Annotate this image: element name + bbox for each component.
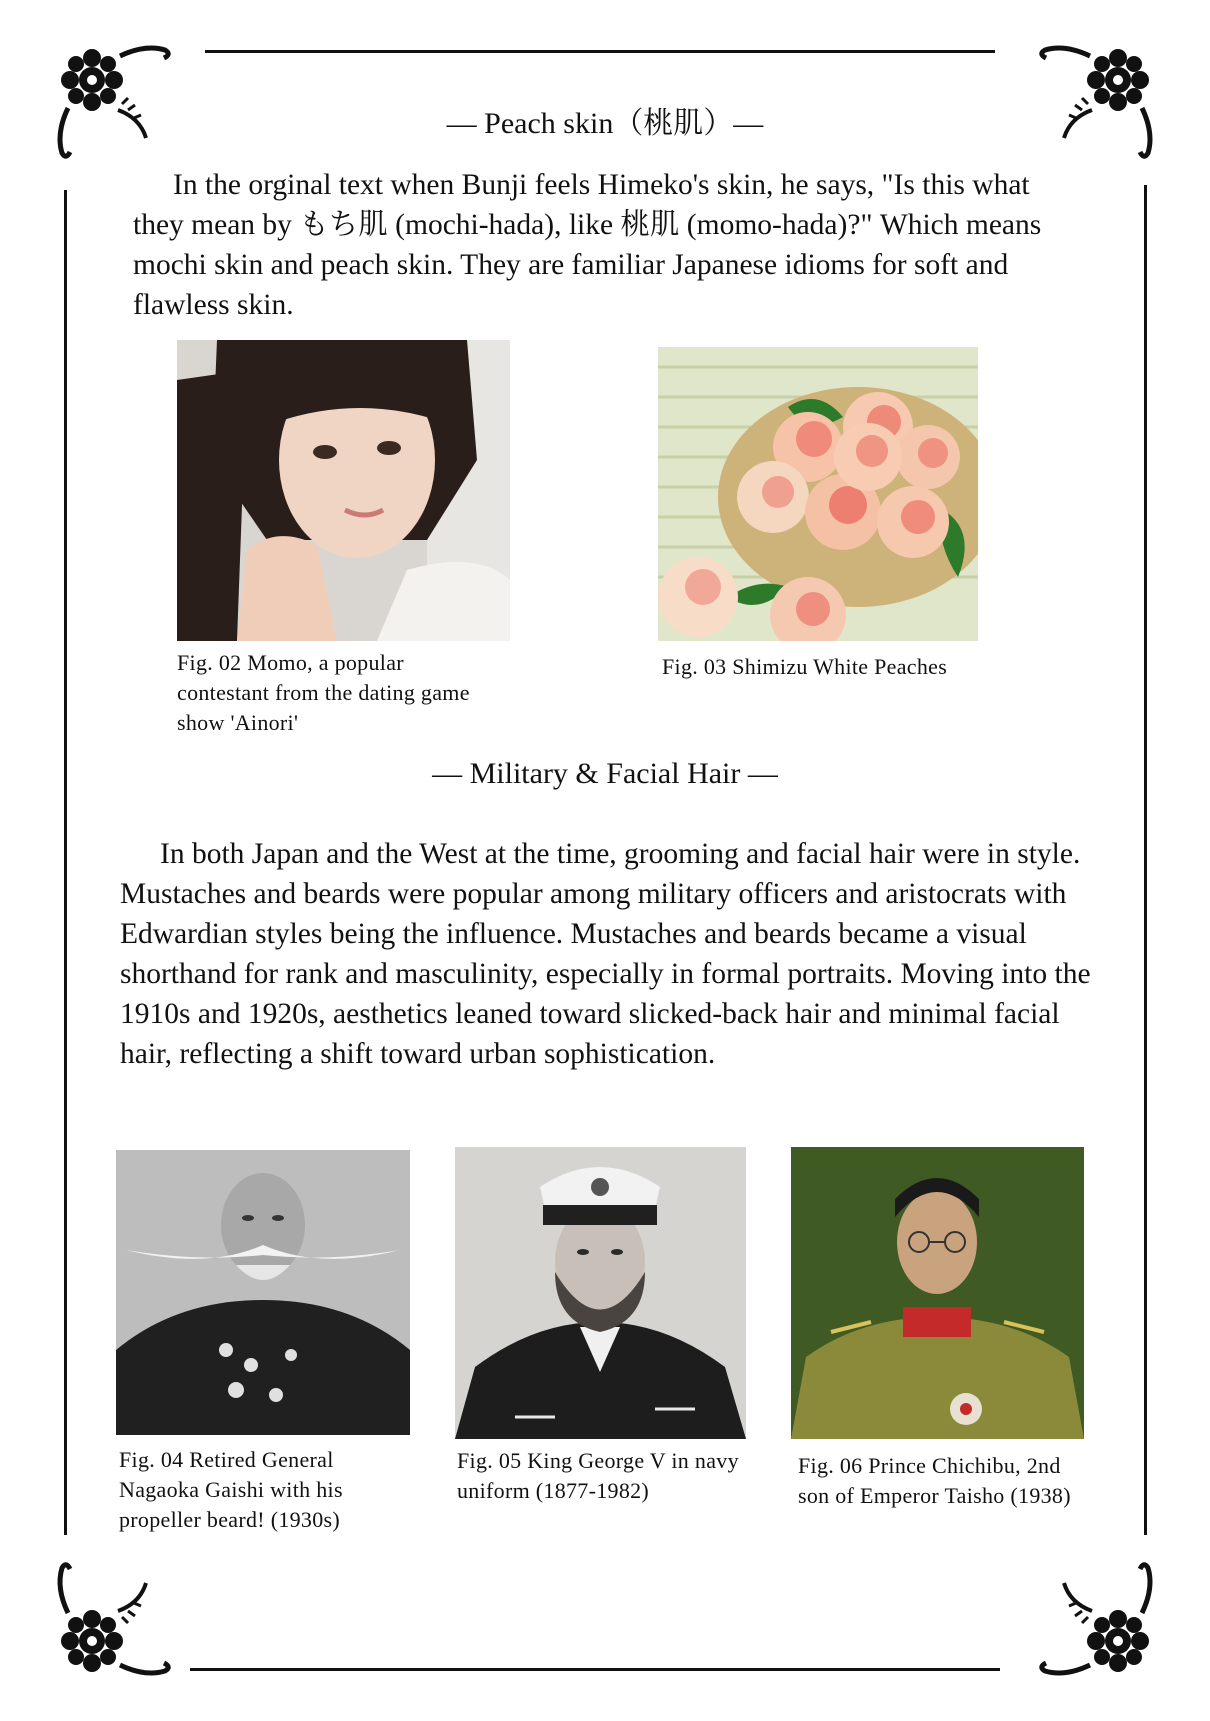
fig-02-caption: Fig. 02 Momo, a popular contestant from the dating game show 'Ainori' bbox=[177, 650, 470, 735]
fig-05-photo-king bbox=[455, 1147, 746, 1439]
fig-04-photo-general bbox=[116, 1150, 410, 1435]
fig-06-photo-prince bbox=[791, 1147, 1084, 1439]
fig-05-caption: Fig. 05 King George V in navy uniform (1877-1982) bbox=[457, 1448, 739, 1503]
fig-04-caption: Fig. 04 Retired General Nagaoka Gaishi with his propeller beard! (1930s) bbox=[119, 1447, 343, 1532]
frame-top-line bbox=[205, 50, 995, 53]
military-paragraph: In both Japan and the West at the time, grooming and facial hair were in style. Mustaches and beards were popular among military officers and aristocrats with Edwardian styles being the influence. Mustaches and beards became a visual shorthand for rank and masculinity, especially in formal portraits. Moving into the 1910s and 1920s, aesthetics leaned toward slicked-back hair and minimal facial hair, reflecting a shift toward urban sophistication. bbox=[120, 838, 1091, 1070]
military-heading: — Military & Facial Hair — bbox=[432, 757, 778, 790]
peach-skin-heading: — Peach skin（桃肌）— bbox=[446, 107, 764, 140]
corner-ornament-bottom-right bbox=[1030, 1553, 1160, 1683]
fig-06-caption: Fig. 06 Prince Chichibu, 2nd son of Emperor Taisho (1938) bbox=[798, 1453, 1071, 1508]
fig-03-photo-peaches bbox=[658, 347, 978, 641]
peach-skin-paragraph: In the orginal text when Bunji feels Himeko's skin, he says, "Is this what they mean by もち肌 (mochi-hada), like 桃肌 (momo-hada)?" Which means mochi skin and peach skin. They are familiar Japanese idioms for soft and flawless skin. bbox=[133, 169, 1042, 321]
corner-ornament-bottom-left bbox=[50, 1553, 180, 1683]
frame-right-line bbox=[1144, 185, 1147, 1535]
fig-02-photo-woman bbox=[177, 340, 510, 641]
fig-03-caption: Fig. 03 Shimizu White Peaches bbox=[662, 654, 948, 679]
frame-bottom-line bbox=[190, 1668, 1000, 1671]
frame-left-line bbox=[64, 190, 67, 1535]
